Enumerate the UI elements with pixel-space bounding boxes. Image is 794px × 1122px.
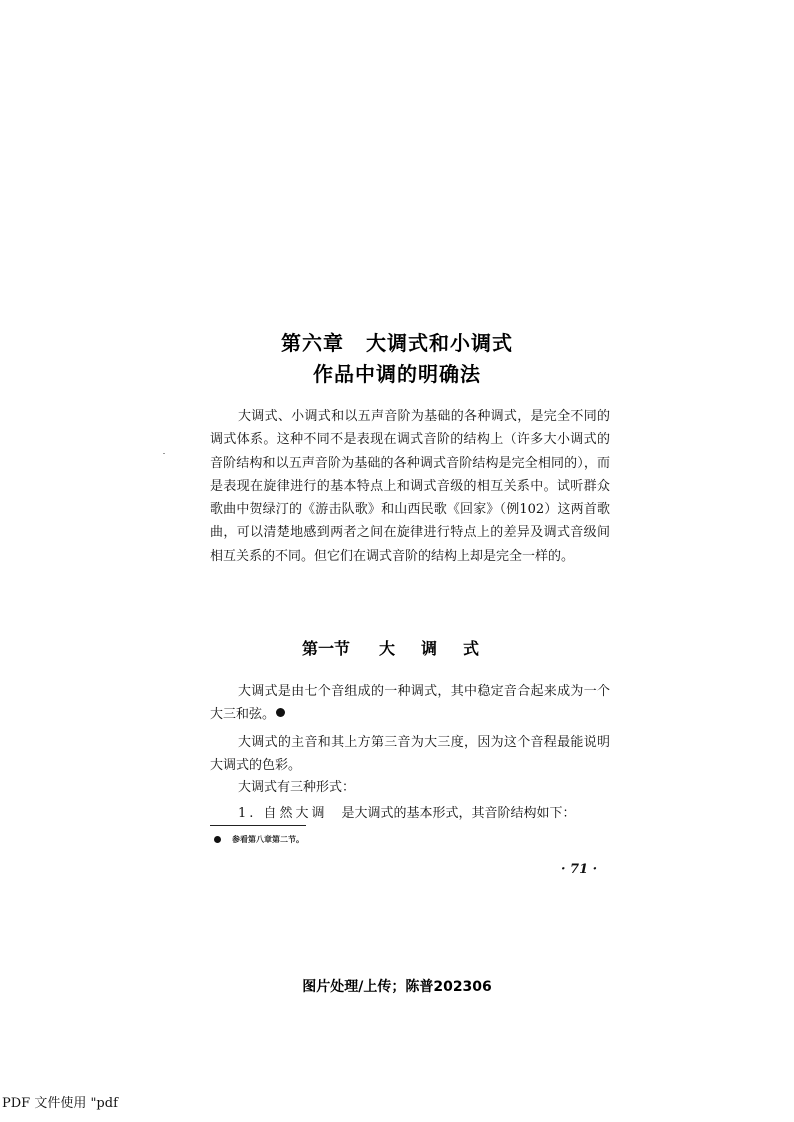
chapter-number: 第六章 (281, 331, 344, 355)
footnote-divider (210, 825, 306, 826)
section-char: 式 (463, 639, 480, 658)
term-natural-major: 1. 自然大调 (238, 806, 328, 821)
chapter-title (0, 327, 794, 356)
section-title (0, 636, 794, 659)
paragraph-natural-major (210, 802, 610, 825)
page-number: · 71 · (561, 862, 598, 877)
paragraph-text: 是大调式的基本形式，其音阶结构如下： (341, 806, 576, 821)
scan-speck (163, 453, 165, 454)
paragraph-major-definition (210, 680, 610, 727)
section-char: 大 (378, 639, 395, 658)
section-char: 调 (421, 639, 438, 658)
paragraph-text: 大调式是由七个音组成的一种调式，其中稳定音合起来成为一个大三和弦。 (210, 684, 610, 723)
upload-credit: 图片处理/上传；陈普202306 (302, 979, 492, 995)
pdf-footer-text: PDF 文件使用 "pdf (2, 1096, 118, 1111)
section-number: 第一节 (301, 639, 350, 658)
footnote-marker-icon (276, 708, 285, 717)
paragraph-major-third: 大调式的主音和其上方第三音为大三度，因为这个音程最能说明大调式的色彩。 (210, 735, 610, 774)
chapter-name: 大调式和小调式 (366, 331, 513, 355)
paragraph-three-forms: 大调式有三种形式： (238, 780, 356, 795)
footnote (232, 834, 304, 845)
chapter-subtitle: 作品中调的明确法 (313, 362, 481, 386)
footnote-text: 参看第八章第二节。 (232, 835, 304, 844)
footnote-bullet-icon (214, 836, 221, 843)
intro-paragraph: 大调式、小调式和以五声音阶为基础的各种调式，是完全不同的调式体系。这种不同不是表现在调式音阶的结构上（许多大小调式的音阶结构和以五声音阶为基础的各种调式音阶结构是完全相同的），而是表现在旋律进行的基本特点上和调式音级的相互关系中。试听群众歌曲中贺绿汀的《游击队歌》和山西民歌《回家》（例102）这两首歌曲，可以清楚地感到两者之间在旋律进行特点上的差异及调式音级间相互关系的不同。但它们在调式音阶的结构上却是完全一样的。 (210, 409, 610, 564)
